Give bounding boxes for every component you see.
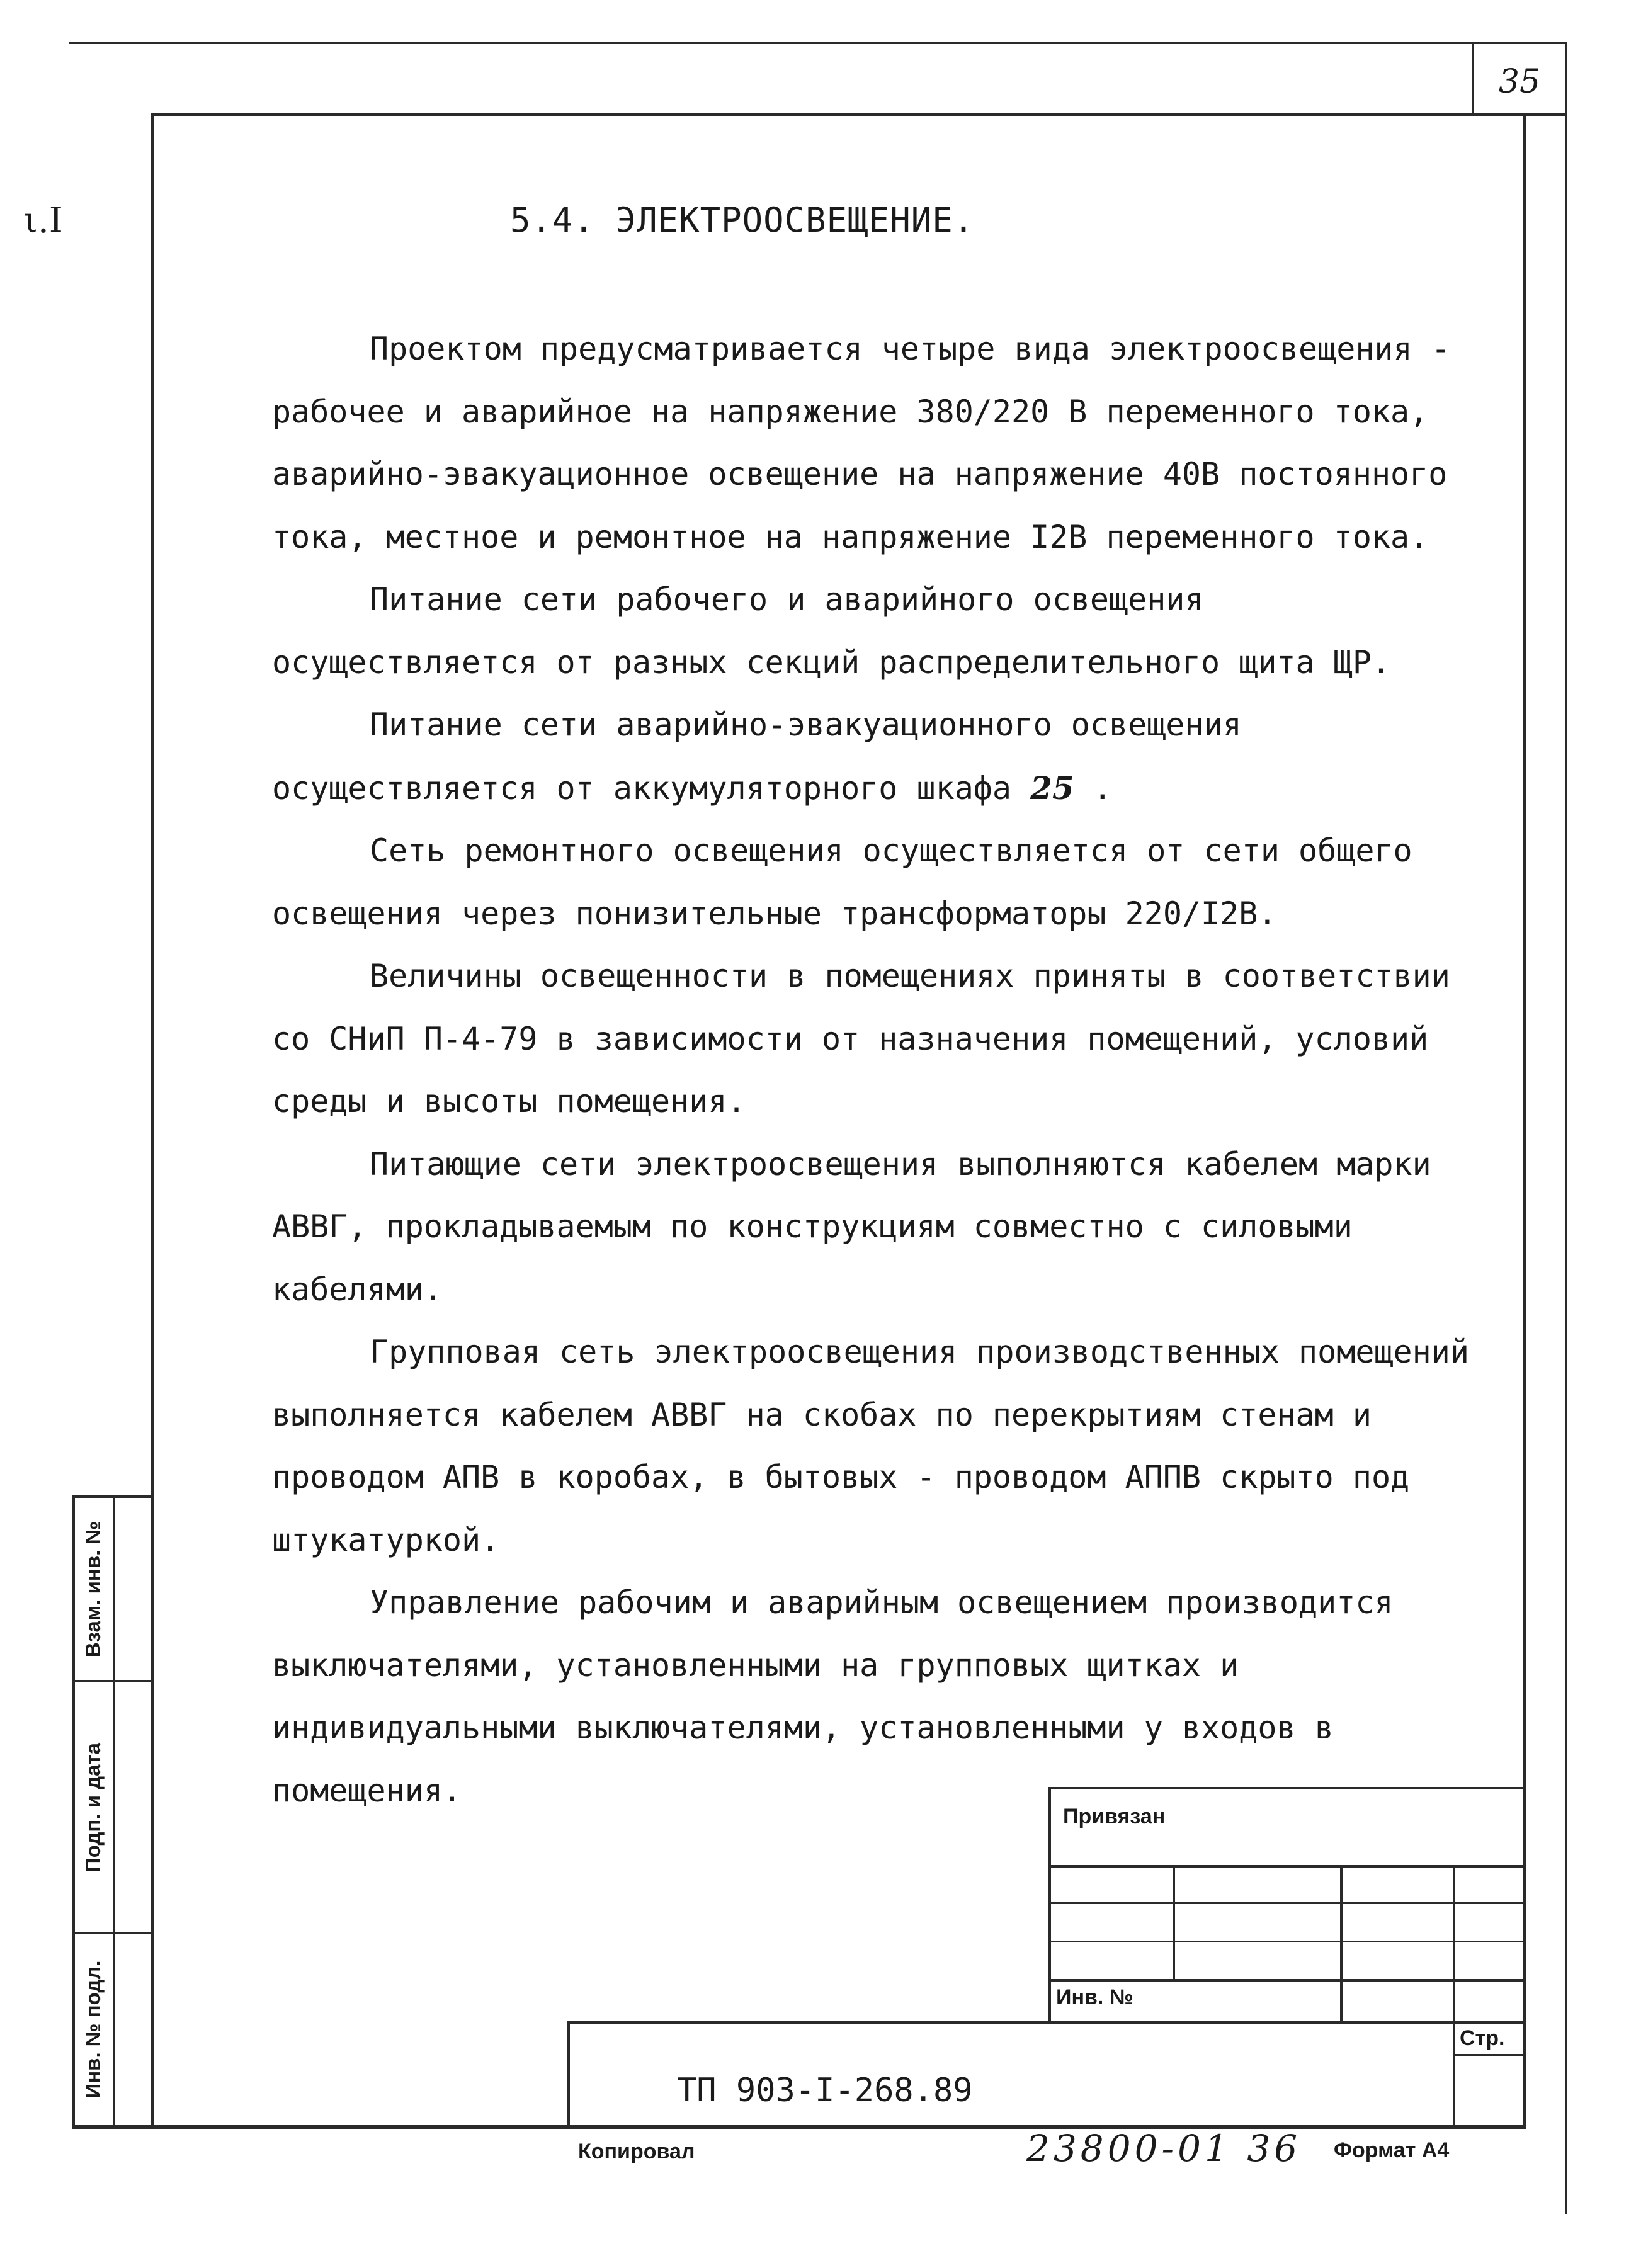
body-text <box>272 318 1487 1822</box>
frame-top <box>151 113 1567 116</box>
stamp-title-top <box>567 2021 1526 2024</box>
page-number: 35 <box>1498 63 1541 101</box>
binding-label-podp: Подп. и дата <box>81 1743 105 1873</box>
binding-col-mid <box>113 1495 115 2128</box>
stamp-inv-no-label: Инв. № <box>1056 1985 1133 2009</box>
stamp-privyazan-label: Привязан <box>1063 1805 1166 1829</box>
frame-right-outer <box>1565 42 1567 2214</box>
evacuation-text: Питание сети аварийно-эвакуационного освещения осуществляется от аккумуляторного шкафа <box>272 706 1242 807</box>
binding-label-vzam: Взам. инв. № <box>81 1521 105 1658</box>
paragraph-repair-network: Сеть ремонтного освещения осуществляется от сети общего освещения через понизительные трансформаторы 220/I2В. <box>272 832 1412 932</box>
stamp-privyazan-left <box>1048 1787 1051 2023</box>
cabinet-number: 25 <box>1030 769 1074 807</box>
stamp-col-1 <box>1173 1865 1175 1979</box>
document-code: ТП 903-I-268.89 <box>677 2072 973 2109</box>
paragraph-group-network: Групповая сеть электроосвещения производственных помещений выполняется кабелем АВВГ на скобах по перекрытиям стенам и проводом АПВ в коробах, в бытовых - проводом АППВ скрыто под штукатуркой. <box>272 1334 1469 1558</box>
footer-number: 23800-01 36 <box>1026 2127 1302 2170</box>
frame-bottom <box>72 2125 1526 2129</box>
stamp-page-label: Стр. <box>1460 2026 1505 2050</box>
frame-right <box>1523 113 1526 2128</box>
paragraph-control: Управление рабочим и аварийным освещением производится выключателями, установленными на групповых щитках и индивидуальными выключателями, установленными у входов в помещения. <box>272 1584 1394 1809</box>
stamp-title-left <box>567 2021 570 2128</box>
footer-format: Формат А4 <box>1334 2138 1450 2162</box>
top-rule <box>69 42 1567 44</box>
stamp-col-3 <box>1453 1865 1455 2128</box>
paragraph-lighting-types: Проектом предусматривается четыре вида электроосвещения - рабочее и аварийное на напряжение 380/220 В переменного тока, аварийно-эвакуационное освещение на напряжение 40В постоянного тока, местное и ремонтное на напряжение I2В переменного тока. <box>272 331 1450 555</box>
binding-col-left <box>72 1495 75 2128</box>
footer-copied: Копировал <box>578 2140 695 2163</box>
paragraph-evacuation-supply: Питание сети аварийно-эвакуационного освещения осуществляется от аккумуляторного шкафа 25 . <box>272 706 1242 807</box>
stamp-page-cell-line <box>1453 2054 1526 2056</box>
frame-left <box>151 113 154 2128</box>
paragraph-illumination-levels: Величины освещенности в помещениях приняты в соответствии со СНиП П-4-79 в зависимости от назначения помещений, условий среды и высоты помещения. <box>272 958 1450 1120</box>
stamp-col-2 <box>1340 1865 1343 2024</box>
margin-mark: ι.I <box>24 200 63 241</box>
paragraph-working-supply: Питание сети рабочего и аварийного освещения осуществляется от разных секций распределительного щита ЩР. <box>272 581 1391 681</box>
binding-label-inv-podl: Инв. № подл. <box>81 1960 105 2099</box>
stamp-privyazan-top <box>1048 1787 1526 1789</box>
section-heading: 5.4. ЭЛЕКТРООСВЕЩЕНИЕ. <box>510 200 975 240</box>
binding-row-3 <box>72 1932 153 1934</box>
paragraph-feeder-networks: Питающие сети электроосвещения выполняются кабелем марки АВВГ, прокладываемым по конструкциям совместно с силовыми кабелями. <box>272 1145 1431 1308</box>
